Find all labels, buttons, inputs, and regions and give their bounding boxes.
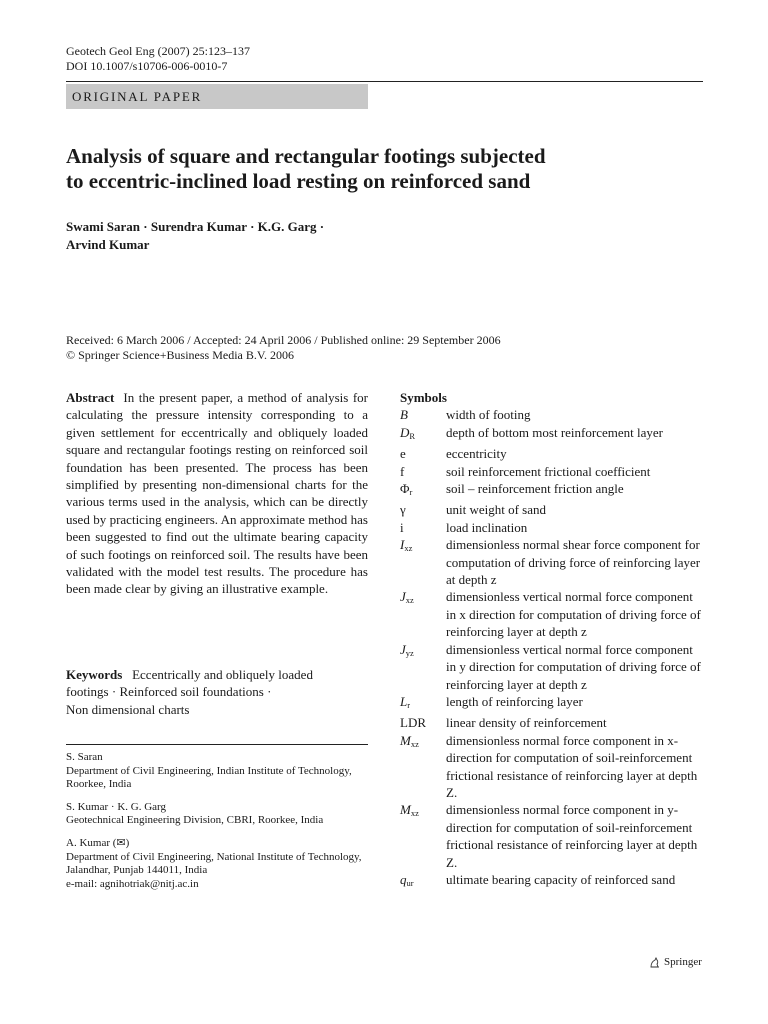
symbol-row: [400, 480, 706, 501]
symbol-key: [400, 641, 446, 693]
author-email[interactable]: e-mail: agnihotriak@nitj.ac.in: [66, 877, 199, 890]
symbol-row: [400, 588, 706, 640]
symbol-key: [400, 480, 446, 501]
symbol-key: [400, 406, 446, 423]
copyright-line: © Springer Science+Business Media B.V. 2006: [66, 348, 294, 362]
symbol-char: γ: [400, 502, 406, 518]
paper-title: [66, 144, 706, 194]
symbol-definition: dimensionless normal force component in x-direction for computation of soil-reinforcement frictional resistance of reinforcing layer at depth Z.: [446, 732, 698, 800]
symbol-definition: dimensionless normal force component in y-direction for computation of soil-reinforcement frictional resistance of reinforcing layer at depth Z.: [446, 802, 698, 870]
symbol-row: [400, 445, 706, 462]
authors-line-1: Swami Saran · Surendra Kumar · K.G. Garg ·: [66, 219, 325, 234]
symbol-subscript: yz: [405, 647, 414, 658]
symbol-row: [400, 871, 706, 892]
authors-line-2: Arvind Kumar: [66, 237, 150, 252]
symbol-char: f: [400, 463, 405, 479]
abstract-label: Abstract: [66, 390, 115, 405]
symbol-char: J: [400, 589, 406, 605]
footnote-rule: [66, 744, 368, 745]
affiliation-dept: Department of Civil Engineering, Indian Institute of Technology, Roorkee, India: [66, 764, 352, 791]
symbol-definition: soil reinforcement frictional coefficient: [446, 463, 651, 479]
author-list: [66, 218, 396, 254]
affiliations: [66, 751, 368, 900]
keywords-line-3: Non dimensional charts: [66, 701, 190, 717]
publisher-name: Springer: [664, 956, 702, 968]
symbol-definition: length of reinforcing layer: [446, 693, 583, 709]
symbol-row: [400, 801, 706, 871]
symbol-char: Φ: [400, 481, 410, 497]
symbol-char: I: [400, 537, 405, 553]
symbols-list: [400, 389, 706, 892]
title-line-1: Analysis of square and rectangular footings subjected: [66, 144, 546, 168]
symbol-subscript: ur: [406, 877, 414, 888]
header-rule: [66, 81, 703, 82]
symbol-definition: load inclination: [446, 519, 528, 535]
springer-horse-icon: [648, 956, 661, 969]
title-line-2: to eccentric-inclined load resting on reinforced sand: [66, 169, 531, 193]
symbol-key: [400, 501, 446, 518]
abstract: [66, 389, 368, 598]
symbol-row: [400, 714, 706, 731]
symbol-definition: ultimate bearing capacity of reinforced sand: [446, 871, 676, 887]
affiliation-dept: Geotechnical Engineering Division, CBRI, Roorkee, India: [66, 814, 324, 827]
symbol-row: [400, 424, 706, 445]
symbol-subscript: xz: [410, 738, 419, 749]
symbols-heading: Symbols: [400, 390, 447, 405]
symbol-definition: dimensionless normal shear force component for computation of driving force of reinforcing layer at depth z: [446, 537, 701, 588]
symbol-subscript: r: [409, 487, 413, 498]
symbol-definition: depth of bottom most reinforcement layer: [446, 424, 663, 440]
publisher-mark: [648, 955, 702, 969]
symbol-key: [400, 588, 446, 640]
keywords: [66, 666, 368, 718]
symbol-key: [400, 693, 446, 714]
symbol-char: L: [400, 693, 408, 709]
journal-citation: Geotech Geol Eng (2007) 25:123–137: [66, 44, 250, 58]
article-type-banner: ORIGINAL PAPER: [66, 84, 368, 109]
affiliation-dept: Department of Civil Engineering, National Institute of Technology, Jalandhar, Punjab 144011, India: [66, 850, 362, 877]
symbol-definition: eccentricity: [446, 446, 507, 462]
symbol-row: [400, 693, 706, 714]
affiliation-item: [66, 837, 368, 891]
symbol-char: B: [400, 407, 408, 423]
symbol-char: e: [400, 446, 406, 462]
doi: DOI 10.1007/s10706-006-0010-7: [66, 59, 228, 73]
affiliation-item: [66, 751, 368, 792]
symbol-key: [400, 871, 446, 892]
symbol-key: [400, 519, 446, 536]
symbol-char: M: [400, 732, 411, 748]
symbol-row: [400, 536, 706, 588]
symbol-char: J: [400, 641, 406, 657]
symbol-char: LDR: [400, 715, 426, 731]
symbol-row: [400, 406, 706, 423]
symbol-definition: linear density of reinforcement: [446, 715, 607, 731]
symbol-row: [400, 641, 706, 693]
symbol-subscript: R: [409, 430, 416, 441]
symbol-char: D: [400, 424, 410, 440]
symbol-key: [400, 732, 446, 802]
abstract-text: In the present paper, a method of analysis for calculating the pressure intensity corresponding to a given settlement for eccentrically and obliquely loaded square and rectangular footings resting on reinforced soil foundation has been presented. The process has been simplified by presenting non-dimensional charts for the various terms used in the analysis, which can be directly used by practicing engineers. An approximate method has been suggested to find out the ultimate bearing capacity of such footings on reinforced soil. The results have been validated with the model test results. The procedure has been made clear by giving an illustrative example.: [66, 390, 369, 597]
symbol-definition: width of footing: [446, 407, 531, 423]
affiliation-name: S. Saran: [66, 751, 103, 763]
affiliation-name: S. Kumar · K. G. Garg: [66, 800, 167, 813]
publication-history: [66, 333, 706, 363]
symbol-char: i: [400, 519, 404, 535]
symbol-subscript: xz: [404, 543, 413, 554]
symbol-key: [400, 424, 446, 445]
symbol-definition: dimensionless vertical normal force component in x direction for computation of driving force of reinforcing layer at depth z: [446, 589, 701, 640]
symbol-row: [400, 463, 706, 480]
symbol-key: [400, 801, 446, 871]
symbol-char: M: [400, 802, 411, 818]
symbol-definition: dimensionless vertical normal force component in y direction for computation of driving force of reinforcing layer at depth z: [446, 641, 701, 692]
symbol-key: [400, 714, 446, 731]
symbol-definition: unit weight of sand: [446, 502, 547, 518]
symbol-row: [400, 501, 706, 518]
affiliation-name: A. Kumar (✉): [66, 836, 130, 849]
symbol-key: [400, 536, 446, 588]
symbol-key: [400, 463, 446, 480]
symbol-subscript: xz: [405, 595, 414, 606]
affiliation-item: [66, 801, 368, 828]
keywords-line-1: Eccentrically and obliquely loaded: [132, 667, 313, 682]
keywords-label: Keywords: [66, 667, 123, 682]
symbol-row: [400, 519, 706, 536]
keywords-line-2: footings · Reinforced soil foundations ·: [66, 684, 272, 700]
symbol-subscript: r: [407, 699, 411, 710]
dates-line: Received: 6 March 2006 / Accepted: 24 April 2006 / Published online: 29 September 2006: [66, 333, 501, 347]
symbol-row: [400, 732, 706, 802]
symbol-definition: soil – reinforcement friction angle: [446, 481, 624, 497]
symbol-key: [400, 445, 446, 462]
symbol-subscript: xz: [410, 808, 419, 819]
symbol-char: q: [400, 871, 407, 887]
